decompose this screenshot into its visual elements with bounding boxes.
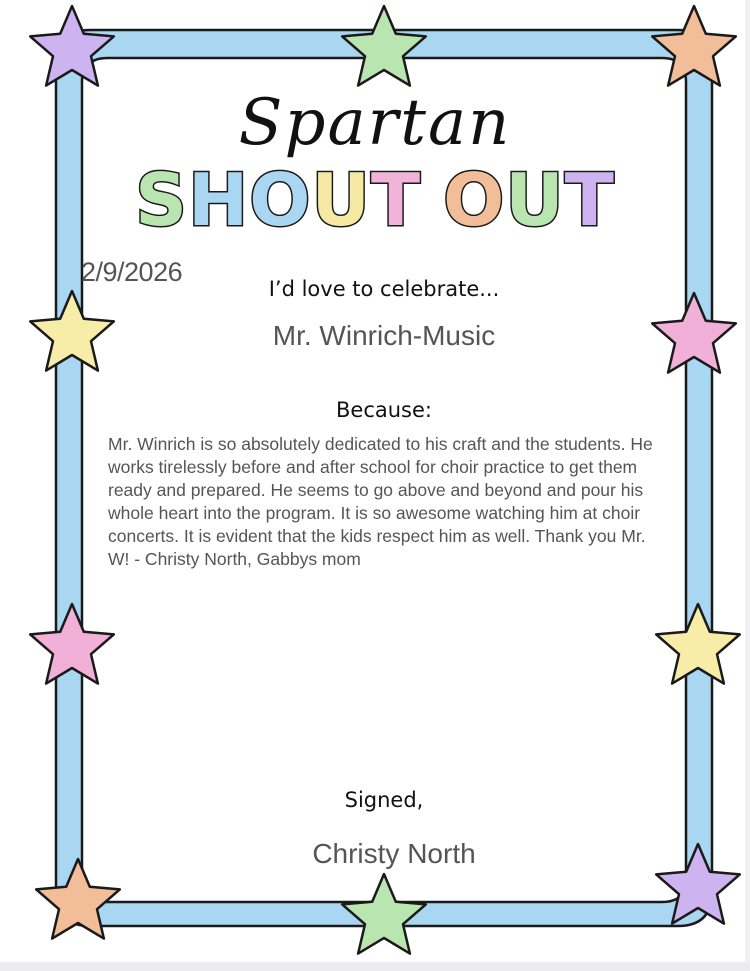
heading-letter: T	[370, 158, 422, 242]
heading-letter: O	[249, 158, 312, 242]
celebrate-label: I’d love to celebrate...	[268, 277, 500, 301]
because-label: Because:	[336, 398, 432, 422]
signer-name: Christy North	[312, 838, 476, 869]
heading-letter: U	[505, 158, 565, 242]
date-stamp: 2/9/2026	[81, 257, 183, 287]
heading-letter: O	[443, 158, 506, 242]
signed-label: Signed,	[344, 788, 424, 812]
heading-letter: H	[187, 158, 250, 242]
reason-text: Mr. Winrich is so absolutely dedicated to his craft and the students. He works tirelessly before and after school for choir practice to get them ready and prepared. He seems to go above and beyond and pour his whole heart into the program. It is so awesome watching him at choir concerts. It is evident that the kids respect him as well. Thank you Mr. W! - Christy North, Gabbys mom	[108, 434, 653, 569]
heading-script: Spartan	[238, 86, 512, 160]
heading-letter: S	[135, 158, 188, 242]
heading-letter: T	[564, 158, 615, 242]
honoree-name: Mr. Winrich-Music	[272, 320, 496, 351]
heading-shout-out	[0, 160, 750, 240]
heading-letter: U	[311, 158, 371, 242]
